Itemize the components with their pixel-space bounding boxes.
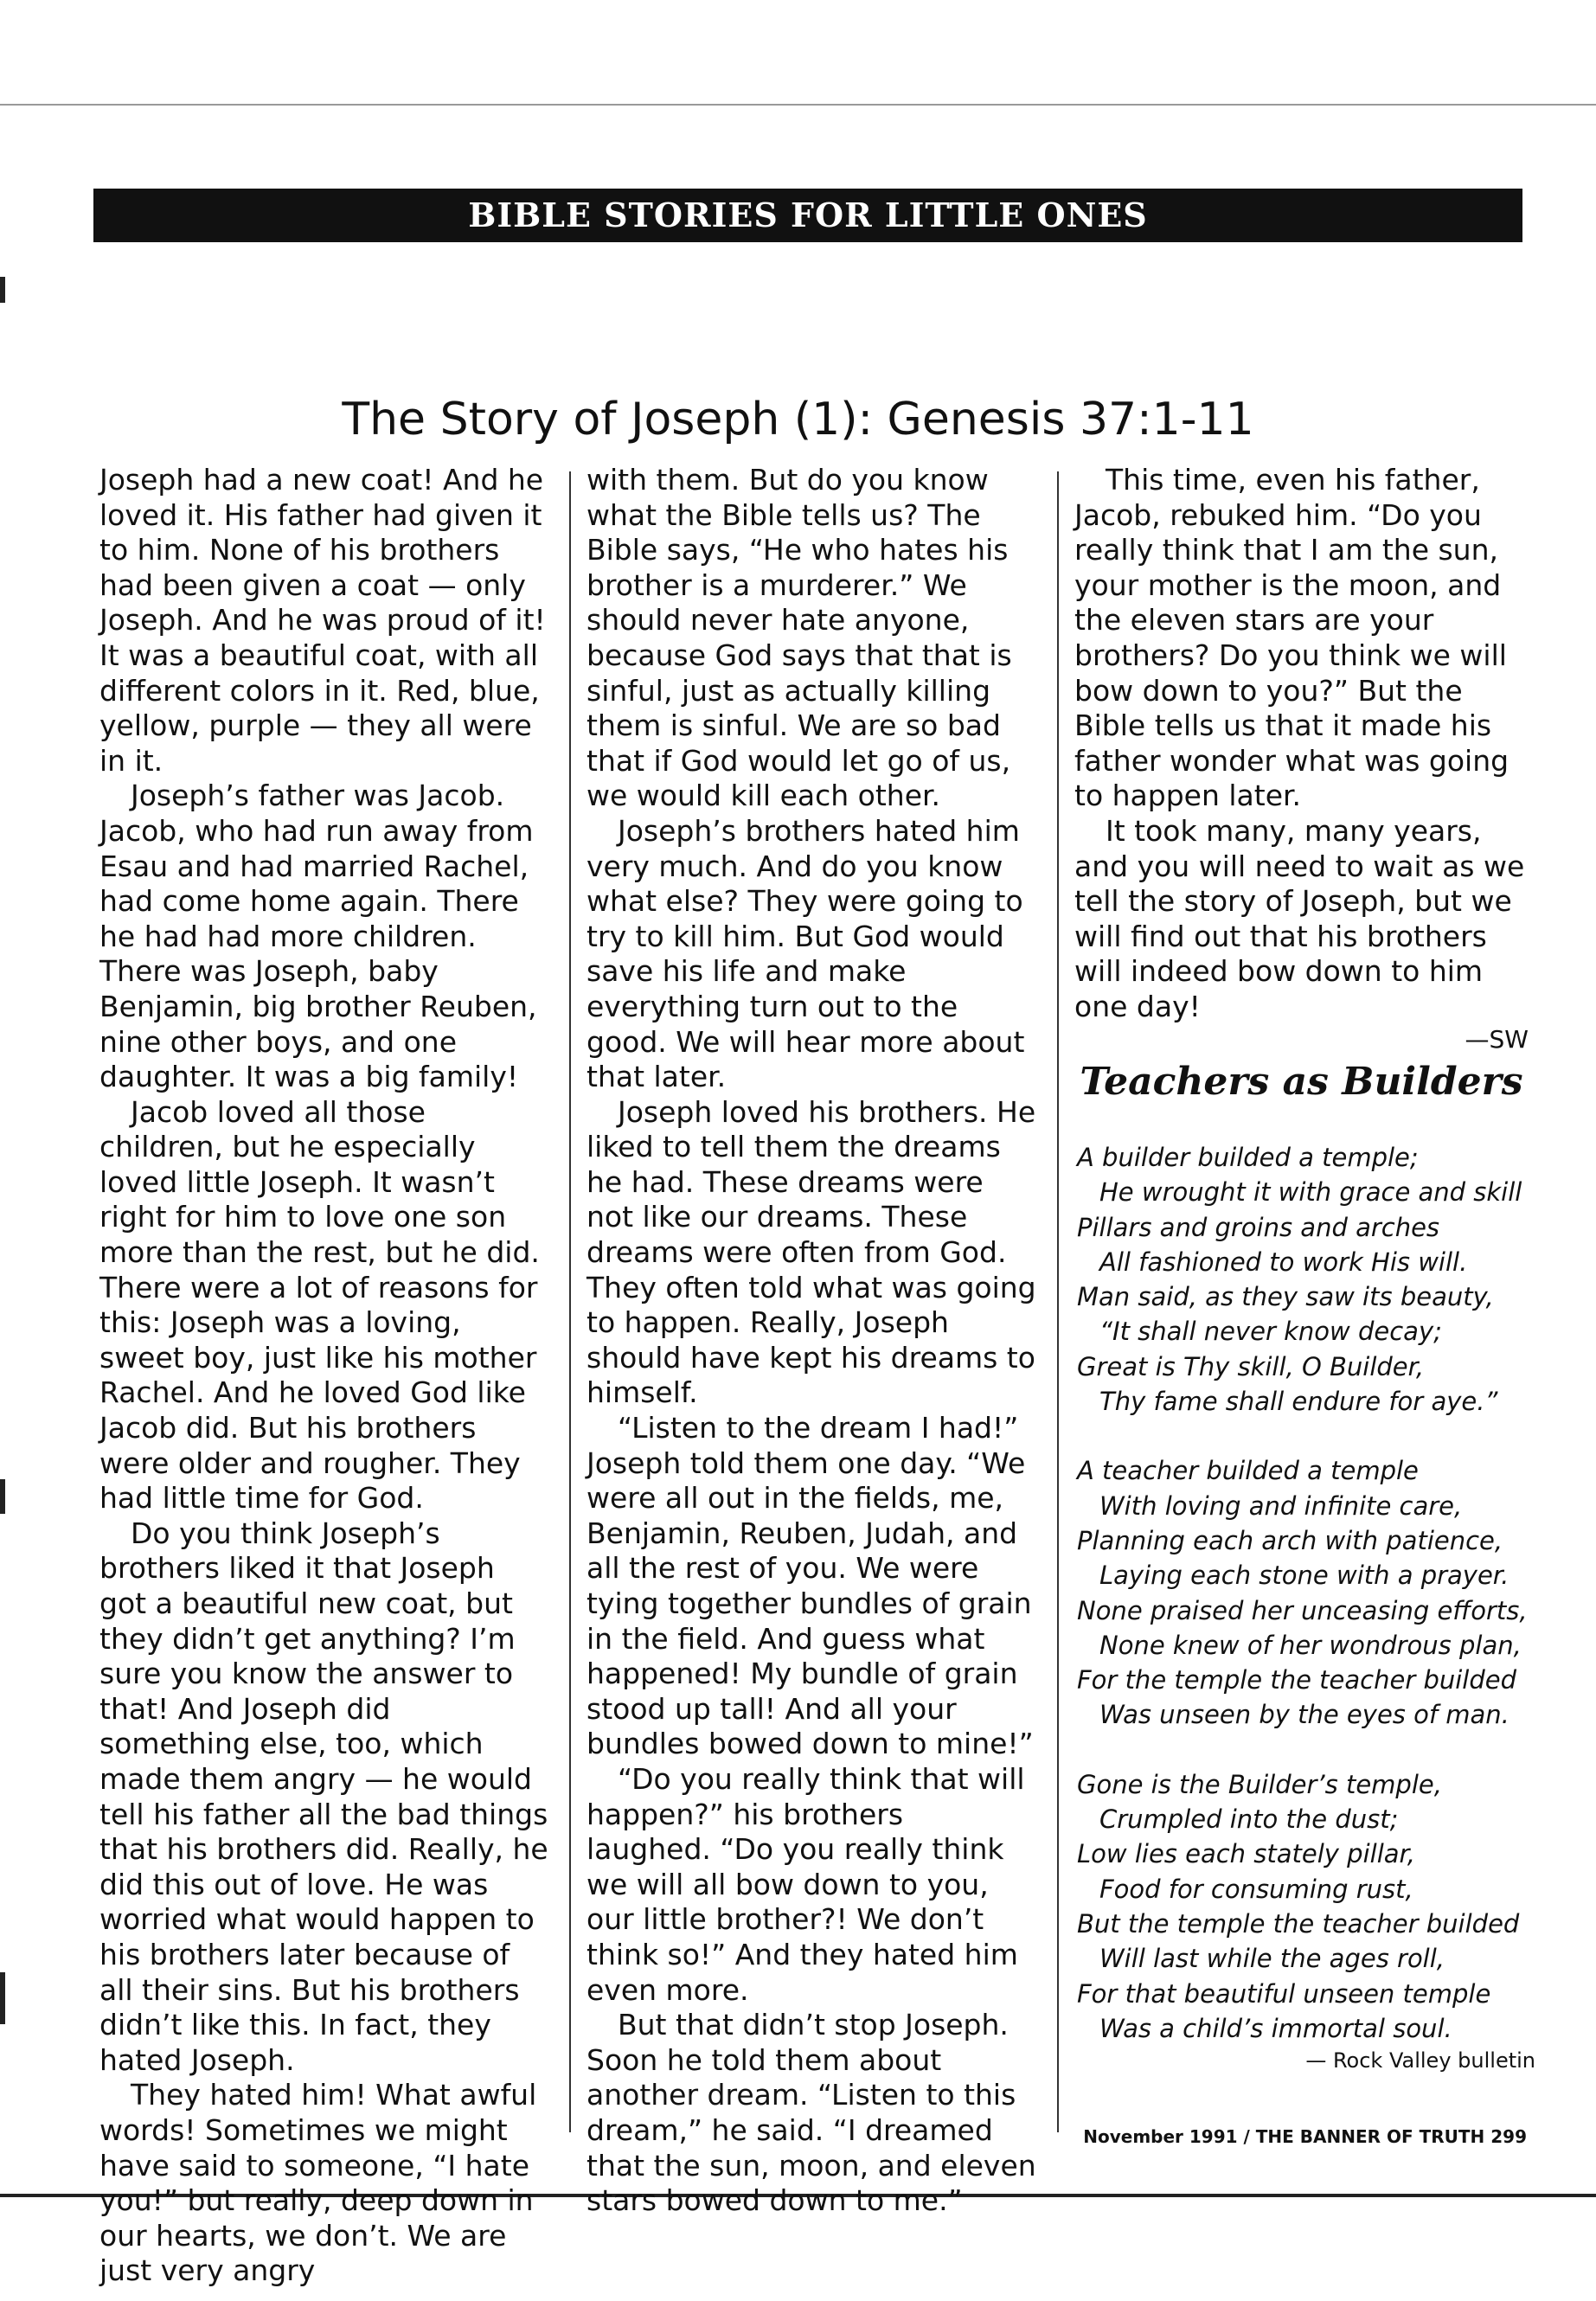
story-column-2: [586, 463, 1036, 2219]
scan-edge-mark: [0, 277, 5, 303]
poem-line: Was a child’s immortal soul.: [1099, 2013, 1452, 2043]
poem-line: A builder builded a temple;: [1077, 1143, 1419, 1172]
section-banner: BIBLE STORIES FOR LITTLE ONES: [93, 189, 1522, 242]
poem-line: Thy fame shall endure for aye.”: [1099, 1387, 1498, 1417]
poem-stanza: [1077, 1453, 1535, 1732]
scan-edge-mark: [0, 1479, 5, 1514]
story-column-1: [99, 463, 549, 2289]
poem-line: Was unseen by the eyes of man.: [1099, 1700, 1509, 1730]
paragraph: “Listen to the dream I had!” Joseph told them one day. “We were all out in the fields, me, Benjamin, Reuben, Judah, and all the rest of you. We were tying together bundles of grain in the field. And guess what happened! My bundle of grain stood up tall! And all your bundles bowed down to mine!”: [586, 1411, 1034, 1761]
poem-line: “It shall never know decay;: [1099, 1317, 1442, 1347]
paragraph: Joseph’s father was Jacob. Jacob, who had run away from Esau and had married Rachel, had come home again. There he had had more children. There was Joseph, baby Benjamin, big brother Reuben, nine other boys, and one daughter. It was a big family!: [99, 779, 537, 1094]
poem-line: Laying each stone with a prayer.: [1099, 1561, 1509, 1591]
story-column-3: [1074, 463, 1529, 1054]
article-title: The Story of Joseph (1): Genesis 37:1-11: [342, 394, 1254, 445]
author-signature: —SW: [1465, 1024, 1529, 1054]
poem-line: Food for consuming rust,: [1099, 1874, 1413, 1904]
paragraph: with them. But do you know what the Bible tells us? The Bible says, “He who hates his brother is a murderer.” We should never hate anyone, because God says that that is sinful, just as actually killing them is sinful. We are so bad that if God would let go of us, we would kill each other.: [586, 463, 1012, 813]
poem-line: Planning each arch with patience,: [1077, 1525, 1503, 1555]
column-divider: [569, 471, 571, 2132]
poem-line: He wrought it with grace and skill: [1099, 1177, 1522, 1208]
paragraph: Do you think Joseph’s brothers liked it that Joseph got a beautiful new coat, but they didn’t get anything? I’m sure you know the answer to that! And Joseph did something else, too, which made them angry — he would tell his father all the bad things that his brothers did. Really, he did this out of love. He was worried what would happen to his brothers later because of all their sins. But his brothers didn’t like this. In fact, they hated Joseph.: [99, 1516, 548, 2077]
paragraph: This time, even his father, Jacob, rebuked him. “Do you really think that I am the sun, your mother is the moon, and the eleven stars are your brothers? Do you think we will bow down to you?” But the Bible tells us that it made his father wonder what was going to happen later.: [1074, 463, 1509, 813]
poem-credit: — Rock Valley bulletin: [1305, 2048, 1535, 2073]
poem-line: Low lies each stately pillar,: [1077, 1839, 1416, 1869]
poem-line: But the temple the teacher builded: [1077, 1908, 1520, 1939]
poem-stanza: [1077, 1767, 1535, 2046]
paragraph: They hated him! What awful words! Sometimes we might have said to someone, “I hate you!” but really, deep down in our hearts, we don’t. We are just very angry: [99, 2078, 537, 2288]
poem-title: Teachers as Builders: [1080, 1060, 1523, 1104]
paragraph: “Do you really think that will happen?” his brothers laughed. “Do you really think we will all bow down to you, our little brother?! We don’t think so!” And they hated him even more.: [586, 1761, 1025, 2007]
page-footer: November 1991 / THE BANNER OF TRUTH 299: [1083, 2126, 1527, 2147]
paragraph: It took many, many years, and you will need to wait as we tell the story of Joseph, but we will find out that his brothers will indeed bow down to him one day!: [1074, 813, 1525, 1023]
poem: [1077, 1140, 1535, 2075]
poem-line: Will last while the ages roll,: [1099, 1944, 1445, 1974]
poem-line: A teacher builded a temple: [1077, 1456, 1419, 1486]
poem-line: Gone is the Builder’s temple,: [1077, 1769, 1442, 1799]
poem-line: None knew of her wondrous plan,: [1099, 1630, 1522, 1660]
poem-line: Man said, as they saw its beauty,: [1077, 1282, 1494, 1312]
paragraph: Joseph’s brothers hated him very much. And do you know what else? They were going to try to kill him. But God would save his life and make everything turn out to the good. We will hear more about that later.: [586, 813, 1025, 1094]
poem-stanza: [1077, 1140, 1535, 1419]
paragraph: Joseph had a new coat! And he loved it. His father had given it to him. None of his brothers had been given a coat — only Joseph. And he was proud of it! It was a beautiful coat, with all different colors in it. Red, blue, yellow, purple — they all were in it.: [99, 463, 546, 778]
poem-line: None praised her unceasing efforts,: [1077, 1595, 1528, 1625]
poem-line: Pillars and groins and arches: [1077, 1212, 1440, 1242]
paragraph: Joseph loved his brothers. He liked to tell them the dreams he had. These dreams were not like our dreams. These dreams were often from God. They often told what was going to happen. Really, Joseph should have kept his dreams to himself.: [586, 1094, 1036, 1410]
poem-line: All fashioned to work His will.: [1099, 1247, 1468, 1277]
column-divider: [1057, 471, 1059, 2132]
paragraph: Jacob loved all those children, but he especially loved little Joseph. It wasn’t right for him to love one son more than the rest, but he did. There were a lot of reasons for this: Joseph was a loving, sweet boy, just like his mother Rachel. And he loved God like Jacob did. But his brothers were older and rougher. They had little time for God.: [99, 1094, 540, 1516]
poem-line: With loving and infinite care,: [1099, 1490, 1463, 1521]
scan-edge-mark: [0, 1972, 5, 2024]
poem-line: For the temple the teacher builded: [1077, 1665, 1517, 1695]
poem-line: For that beautiful unseen temple: [1077, 1978, 1491, 2009]
poem-line: Crumpled into the dust;: [1099, 1804, 1399, 1835]
poem-line: Great is Thy skill, O Builder,: [1077, 1351, 1425, 1381]
paragraph: But that didn’t stop Joseph. Soon he told them about another dream. “Listen to this dream,” he said. “I dreamed that the sun, moon, and eleven stars bowed down to me.”: [586, 2008, 1036, 2218]
